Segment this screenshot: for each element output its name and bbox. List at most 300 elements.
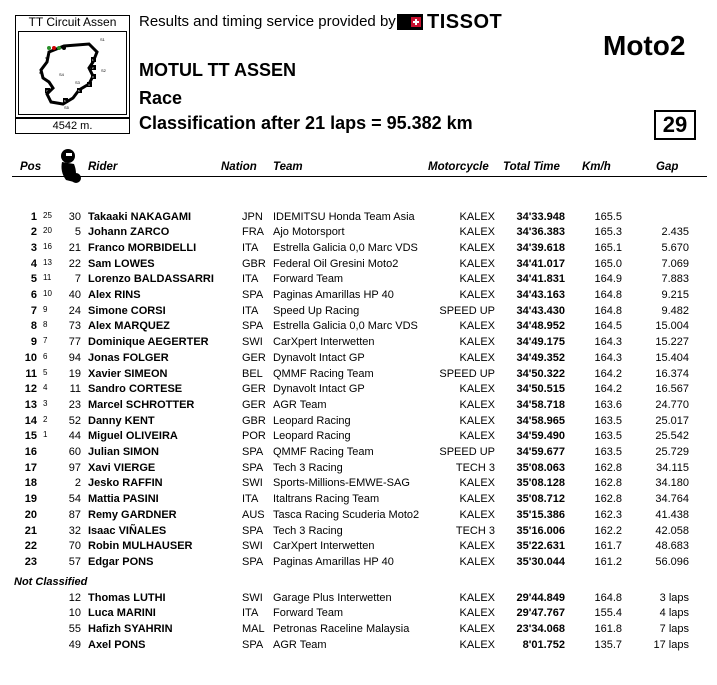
team-cell: Tech 3 Racing (273, 524, 343, 537)
position-cell: 23 (24, 555, 37, 568)
rider-name-cell: Lorenzo BALDASSARRI (88, 273, 214, 286)
gap-cell: 9.215 (661, 289, 689, 301)
total-time-cell: 34'58.965 (516, 414, 565, 427)
gap-cell: 34.180 (655, 477, 689, 490)
team-cell: AGR Team (273, 398, 327, 411)
result-row (0, 288, 717, 304)
bike-number-cell: 23 (68, 398, 81, 411)
result-row (0, 335, 717, 351)
team-cell: Garage Plus Interwetten (273, 591, 392, 604)
total-time-cell: 35'22.631 (516, 540, 565, 553)
total-time-cell: 34'49.175 (516, 336, 565, 349)
nation-cell: ITA (242, 493, 259, 506)
result-row (0, 461, 717, 477)
nation-cell: GER (242, 383, 266, 396)
nation-cell: AUS (242, 508, 265, 521)
speed-cell: 165.1 (594, 241, 622, 254)
position-cell: 20 (24, 508, 37, 521)
bike-number-cell: 19 (68, 367, 81, 380)
result-row (0, 272, 717, 288)
total-time-cell: 34'43.163 (516, 289, 565, 301)
motorcycle-cell: KALEX (459, 638, 495, 651)
position-cell: 14 (24, 414, 37, 427)
rider-name-cell: Dominique AEGERTER (88, 336, 209, 349)
team-cell: Sports-Millions-EMWE-SAG (273, 477, 410, 490)
nation-cell: SPA (242, 638, 264, 651)
map-turn-8: 8 (39, 71, 41, 75)
motorcycle-cell: SPEED UP (439, 304, 495, 317)
speed-cell: 162.8 (594, 477, 622, 490)
result-row (0, 429, 717, 445)
rider-name-cell: Jesko RAFFIN (88, 477, 163, 490)
speed-cell: 155.4 (594, 607, 622, 620)
position-cell: 5 (30, 273, 37, 286)
bike-number-cell: 57 (68, 555, 81, 568)
speed-cell: 163.5 (594, 430, 622, 443)
motorcycle-cell: KALEX (459, 493, 495, 506)
rider-name-cell: Sandro CORTESE (88, 383, 183, 396)
total-time-cell: 23'34.068 (516, 623, 565, 636)
nation-cell: SPA (242, 461, 264, 474)
speed-cell: 163.6 (594, 398, 622, 411)
gap-cell: 25.017 (655, 414, 689, 427)
bike-number-cell: 44 (68, 430, 81, 443)
result-row (0, 398, 717, 414)
team-cell: Federal Oil Gresini Moto2 (273, 257, 399, 270)
team-cell: Tasca Racing Scuderia Moto2 (273, 508, 420, 521)
position-cell: 19 (24, 493, 37, 506)
speed-cell: 164.2 (594, 383, 622, 396)
bike-number-cell: 60 (68, 446, 81, 458)
bike-number-cell: 30 (68, 210, 81, 223)
team-cell: Italtrans Racing Team (273, 493, 380, 506)
bike-number-cell: 73 (68, 320, 81, 333)
grid-position-cell: 4 (43, 383, 48, 393)
total-time-cell: 35'08.128 (516, 477, 565, 490)
total-time-cell: 35'08.712 (516, 493, 565, 506)
rider-name-cell: Alex RINS (88, 289, 141, 301)
total-time-cell: 8'01.752 (522, 638, 565, 651)
map-turn-7: 7 (46, 89, 48, 93)
nation-cell: ITA (242, 241, 259, 254)
bike-number-cell: 94 (68, 351, 81, 364)
rider-name-cell: Julian SIMON (88, 446, 159, 458)
speed-cell: 161.2 (594, 555, 622, 568)
speed-cell: 162.3 (594, 508, 622, 521)
tissot-cross-icon (397, 14, 423, 30)
gap-cell: 34.764 (655, 493, 689, 506)
rider-name-cell: Luca MARINI (88, 607, 156, 620)
col-pos: Pos (20, 161, 42, 173)
bike-number-cell: 24 (68, 304, 81, 317)
speed-cell: 164.8 (594, 591, 622, 604)
nation-cell: SWI (242, 591, 263, 604)
rider-name-cell: Takaaki NAKAGAMI (88, 210, 192, 223)
position-cell: 16 (24, 446, 37, 458)
grid-position-cell: 11 (43, 273, 52, 283)
gap-cell: 56.096 (655, 555, 689, 568)
rider-name-cell: Marcel SCHROTTER (88, 398, 195, 411)
result-row (0, 508, 717, 524)
team-cell: Paginas Amarillas HP 40 (273, 289, 394, 301)
result-row (0, 622, 717, 638)
position-cell: 9 (30, 336, 37, 349)
position-cell: 10 (24, 351, 37, 364)
map-label-s2: S2 (101, 68, 106, 73)
gap-cell: 25.729 (655, 446, 689, 458)
col-total-time: Total Time (503, 161, 560, 173)
team-cell: Paginas Amarillas HP 40 (273, 555, 394, 568)
gap-cell: 48.683 (655, 540, 689, 553)
grid-position-cell: 3 (43, 398, 48, 408)
nation-cell: SWI (242, 477, 263, 490)
gap-cell: 25.542 (655, 430, 689, 443)
grid-position-cell: 25 (43, 210, 52, 220)
map-label-s1: S1 (100, 37, 105, 42)
bike-number-cell: 11 (69, 383, 81, 396)
motorcycle-cell: KALEX (459, 336, 495, 349)
rider-name-cell: Xavi VIERGE (88, 461, 156, 474)
motorcycle-cell: KALEX (459, 257, 495, 270)
team-cell: Estrella Galicia 0,0 Marc VDS (273, 241, 418, 254)
nation-cell: SWI (242, 336, 263, 349)
event-title: MOTUL TT ASSEN (139, 60, 296, 80)
total-laps-box: 29 (654, 110, 696, 140)
grid-position-cell: 16 (43, 241, 52, 251)
grid-position-cell: 7 (43, 336, 48, 346)
map-turn-4: 4 (88, 83, 90, 87)
rider-name-cell: Sam LOWES (88, 257, 155, 270)
col-kmh: Km/h (582, 161, 611, 173)
bike-number-cell: 97 (68, 461, 81, 474)
grid-position-cell: 20 (43, 226, 52, 236)
gap-cell: 5.670 (661, 241, 689, 254)
result-row (0, 382, 717, 398)
team-cell: Petronas Raceline Malaysia (273, 623, 410, 636)
result-row (0, 591, 717, 607)
gap-cell: 16.567 (655, 383, 689, 396)
nation-cell: MAL (242, 623, 265, 636)
grid-position-cell: 1 (43, 430, 48, 440)
speed-cell: 163.5 (594, 446, 622, 458)
gap-cell: 2.435 (661, 226, 689, 239)
result-row (0, 539, 717, 555)
motorcycle-cell: KALEX (459, 430, 495, 443)
gap-cell: 16.374 (655, 367, 689, 380)
team-cell: Forward Team (273, 273, 344, 286)
team-cell: IDEMITSU Honda Team Asia (273, 210, 415, 223)
nation-cell: SWI (242, 540, 263, 553)
gap-cell: 15.227 (655, 336, 689, 349)
team-cell: QMMF Racing Team (273, 367, 374, 380)
motorcycle-cell: KALEX (459, 607, 495, 620)
total-time-cell: 34'50.515 (516, 383, 565, 396)
gap-cell: 24.770 (655, 398, 689, 411)
rider-name-cell: Franco MORBIDELLI (88, 241, 197, 254)
position-cell: 17 (24, 461, 37, 474)
rider-name-cell: Edgar PONS (88, 555, 154, 568)
result-row (0, 555, 717, 571)
team-cell: AGR Team (273, 638, 327, 651)
position-cell: 3 (30, 241, 37, 254)
team-cell: CarXpert Interwetten (273, 336, 375, 349)
speed-cell: 164.2 (594, 367, 622, 380)
result-row (0, 367, 717, 383)
bike-number-cell: 32 (68, 524, 81, 537)
map-label-s3: S3 (75, 80, 80, 85)
rider-name-cell: Simone CORSI (88, 304, 166, 317)
grid-position-cell: 8 (43, 320, 48, 330)
nation-cell: ITA (242, 273, 259, 286)
result-row (0, 492, 717, 508)
motorcycle-cell: KALEX (459, 210, 495, 223)
motorcycle-cell: KALEX (459, 555, 495, 568)
motorcycle-cell: KALEX (459, 351, 495, 364)
map-label-s4: S4 (59, 72, 64, 77)
speed-cell: 165.3 (594, 226, 622, 239)
classification-title: Classification after 21 laps = 95.382 km (139, 113, 473, 133)
total-time-cell: 34'33.948 (516, 210, 565, 223)
result-row (0, 445, 717, 461)
map-label-s5: S5 (64, 105, 69, 110)
total-time-cell: 35'08.063 (516, 461, 565, 474)
position-cell: 1 (30, 210, 37, 223)
motorcycle-rider-icon (56, 148, 86, 184)
result-row (0, 257, 717, 273)
nation-cell: SPA (242, 320, 264, 333)
team-cell: Ajo Motorsport (273, 226, 345, 239)
position-cell: 6 (30, 289, 37, 301)
gap-cell: 41.438 (655, 508, 689, 521)
speed-cell: 165.0 (594, 257, 622, 270)
timing-tagline: Results and timing service provided by (139, 13, 396, 30)
motorcycle-cell: KALEX (459, 508, 495, 521)
motorcycle-cell: KALEX (459, 591, 495, 604)
grid-position-cell: 2 (43, 414, 48, 424)
map-turn-1: 1 (92, 58, 94, 62)
motorcycle-cell: TECH 3 (455, 524, 495, 537)
speed-cell: 162.8 (594, 493, 622, 506)
team-cell: CarXpert Interwetten (273, 540, 375, 553)
col-motorcycle: Motorcycle (428, 161, 489, 173)
total-time-cell: 34'41.831 (516, 273, 565, 286)
position-cell: 2 (30, 226, 37, 239)
speed-cell: 165.5 (594, 210, 622, 223)
rider-name-cell: Xavier SIMEON (88, 367, 168, 380)
motorcycle-cell: KALEX (459, 241, 495, 254)
speed-cell: 164.5 (594, 320, 622, 333)
total-time-cell: 35'15.386 (516, 508, 565, 521)
sponsor-name: TISSOT (427, 11, 503, 33)
team-cell: Tech 3 Racing (273, 461, 343, 474)
nation-cell: FRA (242, 226, 264, 239)
result-row (0, 225, 717, 241)
map-turn-5: 5 (78, 89, 80, 93)
result-row (0, 606, 717, 622)
position-cell: 22 (24, 540, 37, 553)
total-time-cell: 29'44.849 (516, 591, 565, 604)
total-time-cell: 35'16.006 (516, 524, 565, 537)
speed-cell: 164.3 (594, 351, 622, 364)
team-cell: Leopard Racing (273, 430, 351, 443)
position-cell: 18 (24, 477, 37, 490)
total-time-cell: 34'50.322 (516, 367, 565, 380)
total-time-cell: 34'43.430 (516, 304, 565, 317)
gap-cell: 34.115 (656, 461, 689, 474)
track-map-icon (19, 32, 126, 114)
grid-position-cell: 10 (43, 289, 52, 298)
gap-cell: 3 laps (659, 591, 689, 604)
nation-cell: BEL (242, 367, 263, 380)
total-time-cell: 34'41.017 (516, 257, 565, 270)
gap-cell: 42.058 (655, 524, 689, 537)
total-time-cell: 34'58.718 (516, 398, 565, 411)
nation-cell: SPA (242, 524, 264, 537)
result-row (0, 304, 717, 320)
nation-cell: GBR (242, 414, 266, 427)
speed-cell: 162.8 (594, 461, 622, 474)
bike-number-cell: 22 (68, 257, 81, 270)
bike-number-cell: 77 (68, 336, 81, 349)
speed-cell: 161.7 (594, 540, 622, 553)
col-rider: Rider (88, 161, 118, 173)
rider-name-cell: Alex MARQUEZ (88, 320, 170, 333)
nation-cell: GER (242, 398, 266, 411)
rider-name-cell: Thomas LUTHI (88, 591, 166, 604)
sponsor-logo (397, 13, 502, 31)
speed-cell: 164.8 (594, 289, 622, 301)
team-cell: Dynavolt Intact GP (273, 351, 365, 364)
session-title: Race (139, 88, 183, 108)
result-row (0, 319, 717, 335)
map-turn-9: 9 (45, 56, 47, 60)
motorcycle-cell: TECH 3 (455, 461, 495, 474)
result-row (0, 476, 717, 492)
result-row (0, 351, 717, 367)
not-classified-title: Not Classified (14, 576, 88, 588)
result-row (0, 638, 717, 654)
track-map (18, 31, 127, 115)
team-cell: Forward Team (273, 607, 344, 620)
nation-cell: JPN (242, 210, 263, 223)
rider-name-cell: Danny KENT (88, 414, 155, 427)
motorcycle-cell: KALEX (459, 477, 495, 490)
gap-cell: 15.404 (655, 351, 689, 364)
total-time-cell: 34'39.618 (516, 241, 565, 254)
bike-number-cell: 10 (68, 607, 81, 620)
nation-cell: SPA (242, 555, 264, 568)
nation-cell: GER (242, 351, 266, 364)
col-nation: Nation (221, 161, 257, 173)
speed-cell: 164.8 (594, 304, 622, 317)
total-time-cell: 34'36.383 (516, 226, 565, 239)
header-divider (12, 176, 707, 177)
category-title: Moto2 (603, 30, 686, 61)
rider-name-cell: Johann ZARCO (88, 226, 170, 239)
motorcycle-cell: SPEED UP (439, 446, 495, 458)
motorcycle-cell: KALEX (459, 540, 495, 553)
motorcycle-cell: KALEX (459, 623, 495, 636)
gap-cell: 7.883 (661, 273, 689, 286)
result-row (0, 524, 717, 540)
result-row (0, 241, 717, 257)
rider-name-cell: Miguel OLIVEIRA (88, 430, 178, 443)
nation-cell: SPA (242, 289, 264, 301)
team-cell: QMMF Racing Team (273, 446, 374, 458)
col-team: Team (273, 161, 303, 173)
nation-cell: POR (242, 430, 266, 443)
bike-number-cell: 12 (68, 591, 81, 604)
bike-number-cell: 7 (74, 273, 81, 286)
bike-number-cell: 21 (68, 241, 81, 254)
position-cell: 15 (24, 430, 37, 443)
motorcycle-cell: SPEED UP (439, 367, 495, 380)
total-time-cell: 34'48.952 (516, 320, 565, 333)
motorcycle-cell: KALEX (459, 289, 495, 301)
grid-position-cell: 5 (43, 367, 48, 377)
rider-name-cell: Isaac VIÑALES (88, 524, 167, 537)
position-cell: 12 (24, 383, 37, 396)
circuit-name: TT Circuit Assen (28, 15, 117, 29)
motorcycle-cell: KALEX (459, 398, 495, 411)
speed-cell: 163.5 (594, 414, 622, 427)
bike-number-cell: 55 (68, 623, 81, 636)
rider-name-cell: Remy GARDNER (88, 508, 177, 521)
nation-cell: ITA (242, 607, 259, 620)
team-cell: Speed Up Racing (273, 304, 360, 317)
result-row (0, 210, 717, 226)
speed-cell: 164.9 (594, 273, 622, 286)
gap-cell: 15.004 (655, 320, 689, 333)
grid-position-cell: 9 (43, 304, 48, 314)
bike-number-cell: 5 (74, 226, 81, 239)
speed-cell: 164.3 (594, 336, 622, 349)
nation-cell: ITA (242, 304, 259, 317)
position-cell: 7 (30, 304, 37, 317)
motorcycle-cell: KALEX (459, 273, 495, 286)
speed-cell: 135.7 (594, 638, 622, 651)
grid-position-cell: 6 (43, 351, 48, 361)
total-time-cell: 35'30.044 (516, 555, 565, 568)
map-turn-3: 3 (92, 75, 94, 79)
map-turn-6: 6 (64, 99, 66, 103)
bike-number-cell: 52 (68, 414, 81, 427)
col-gap: Gap (656, 161, 679, 173)
position-cell: 21 (24, 524, 37, 537)
team-cell: Estrella Galicia 0,0 Marc VDS (273, 320, 418, 333)
rider-name-cell: Axel PONS (88, 638, 146, 651)
bike-number-cell: 2 (74, 477, 81, 490)
team-cell: Dynavolt Intact GP (273, 383, 365, 396)
map-turn-2: 2 (92, 66, 94, 70)
total-time-cell: 34'49.352 (516, 351, 565, 364)
position-cell: 11 (25, 367, 37, 380)
motorcycle-cell: KALEX (459, 320, 495, 333)
motorcycle-cell: KALEX (459, 414, 495, 427)
bike-number-cell: 87 (68, 508, 81, 521)
team-cell: Leopard Racing (273, 414, 351, 427)
speed-cell: 162.2 (594, 524, 622, 537)
motorcycle-cell: KALEX (459, 383, 495, 396)
circuit-length: 4542 m. (15, 118, 130, 134)
motorcycle-cell: KALEX (459, 226, 495, 239)
nation-cell: GBR (242, 257, 266, 270)
grid-position-cell: 13 (43, 257, 52, 267)
gap-cell: 4 laps (659, 607, 689, 620)
gap-cell: 17 laps (653, 638, 689, 651)
bike-number-cell: 54 (68, 493, 81, 506)
bike-number-cell: 49 (68, 638, 81, 651)
